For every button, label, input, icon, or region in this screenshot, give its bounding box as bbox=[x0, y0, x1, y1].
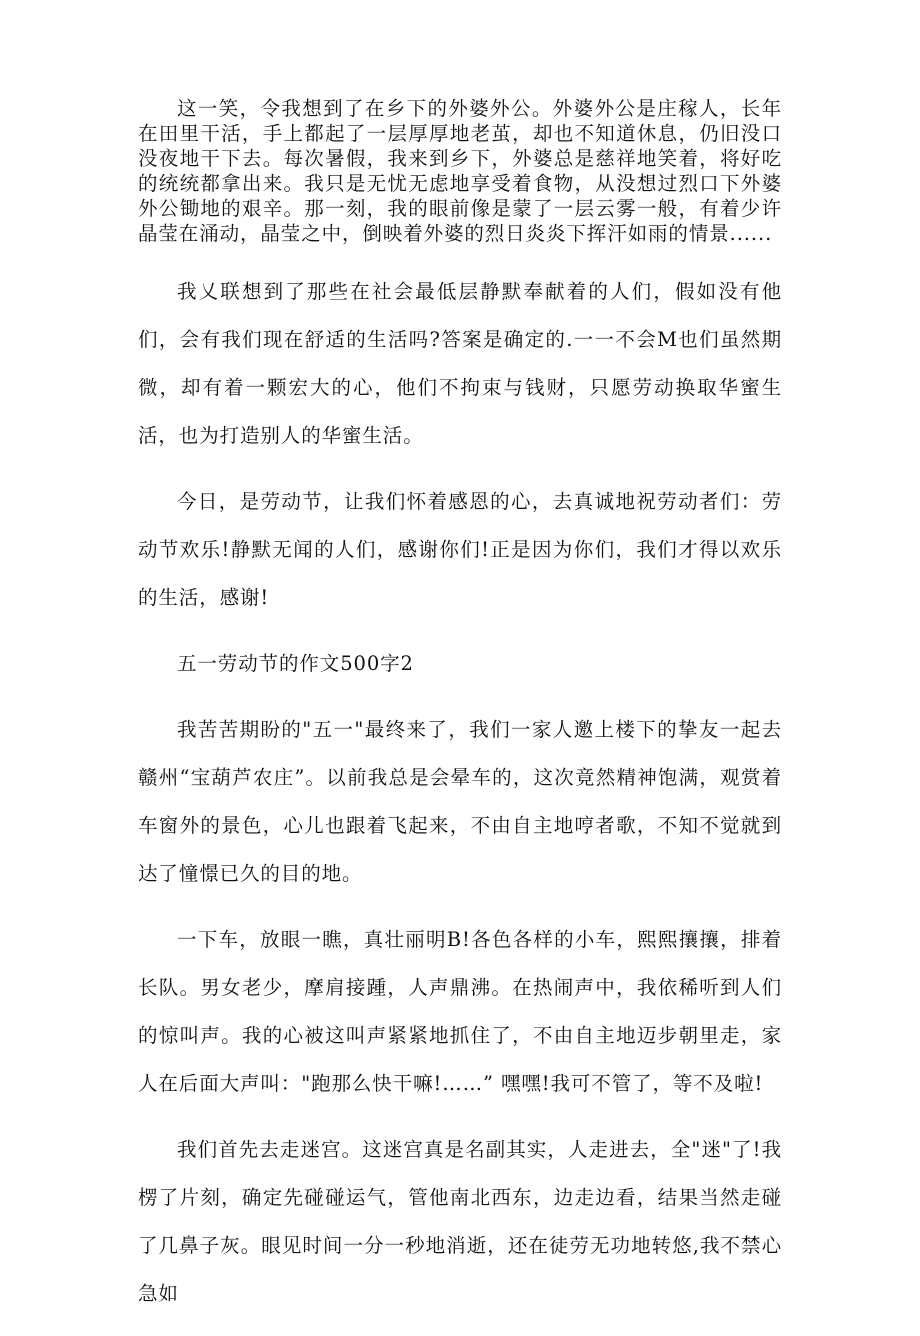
document-page bbox=[138, 96, 782, 1336]
paragraph-maze: 我们首先去走迷宫。这迷宫真是名副其实，人走进去，全"迷"了!我楞了片刻，确定先碰碰运气，管他南北西东，边走边看，结果当然走碰了几鼻子灰。眼见时间一分一秒地消逝，还在徒劳无功地转悠,我不禁心急如 bbox=[138, 1138, 782, 1305]
paragraph-arrival: 一下车，放眼一瞧，真壮丽明B!各色各样的小车，熙熙攘攘，排着长队。男女老少，摩肩接踵，人声鼎沸。在热闹声中，我依稀听到人们的惊叫声。我的心被这叫声紧紧地抓住了，不由自主地迈步朝里走，家人在后面大声叫："跑那么快干嘛!……” 嘿嘿!我可不管了，等不及啦! bbox=[138, 928, 782, 1095]
paragraph-workers: 我乂联想到了那些在社会最低层静默奉献着的人们，假如没有他们，会有我们现在舒适的生活吗?答案是确定的.一一不会M也们虽然期微，却有着一颗宏大的心，他们不拘束与钱财，只愿劳动换取华蜜生活，也为打造别人的华蜜生活。 bbox=[138, 280, 782, 447]
paragraph-grandparents: 这一笑，令我想到了在乡下的外婆外公。外婆外公是庄稼人，长年在田里干活，手上都起了一层厚厚地老茧，却也不知道休息，仍旧没口没夜地干下去。每次暑假，我来到乡下，外婆总是慈祥地笑着，将好吃的统统都拿出来。我只是无忧无虑地享受着食物，从没想过烈口下外婆外公锄地的艰辛。那一刻，我的眼前像是蒙了一层云雾一般，有着少许晶莹在涌动，晶莹之中，倒映着外婆的烈日炎炎下挥汗如雨的情景...... bbox=[138, 97, 782, 245]
paragraph-labor-day: 今日，是劳动节，让我们怀着感恩的心，去真诚地祝劳动者们：劳动节欢乐!静默无闻的人们，感谢你们!正是因为你们，我们才得以欢乐的生活，感谢! bbox=[138, 490, 782, 609]
paragraph-trip: 我苦苦期盼的"五一"最终来了，我们一家人邀上楼下的挚友一起去赣州“宝葫芦农庄”。以前我总是会晕车的，这次竟然精神饱满，观赏着车窗外的景色，心儿也跟着飞起来，不由自主地哼者歌，不知不觉就到达了憧憬已久的目的地。 bbox=[138, 718, 782, 885]
section-heading: 五一劳动节的作文500字2 bbox=[177, 652, 414, 675]
